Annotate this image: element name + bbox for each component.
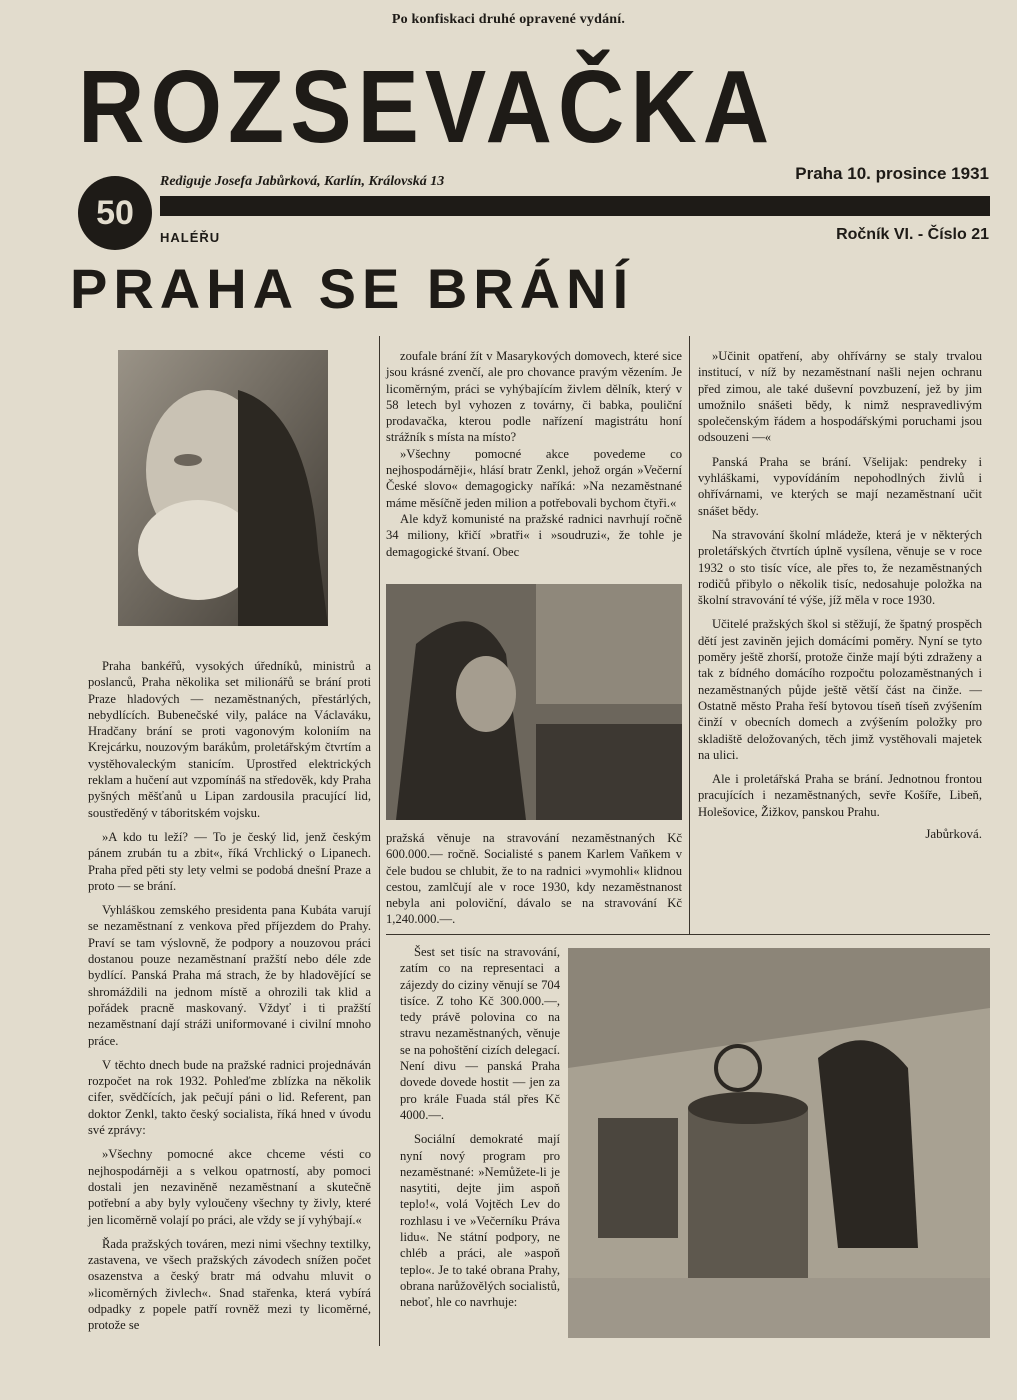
headline: PRAHA SE BRÁNÍ	[70, 257, 635, 320]
masthead-rule	[160, 196, 990, 216]
paragraph: pražská věnuje na stravování nezaměstnaných Kč 600.000.— ročně. Socialisté s panem Karlem Vaňkem v čele budou se chlubit, že to na radnici »vymohli« klidnou cestou, zamlčují ale v roce 1930, kdy nezaměstnanost nebyla ani poloviční, dávalo se na stravování Kč 1,240.000.—.	[386, 831, 682, 927]
paragraph: Řada pražských továren, mezi nimi všechny textilky, zastavena, ve všech pražských závodech snížen počet osazenstva a český bratr má odvahu mluvit o »licoměrných živlech«. Snad stařenka, která vybírá odpadky z popele patří rovněž mezi ty licoměrné, protože se	[88, 1236, 371, 1333]
column-3	[698, 348, 982, 842]
masthead-title: ROZSEVAČKA	[78, 50, 776, 165]
paragraph: Vyhláškou zemského presidenta pana Kubáta varují se nezaměstnaní z venkova před příjezdem do Prahy. Praví se tam výslovně, že podpory a nouzovou práci dostanou pouze nezaměstnaní pražští nebo déle zde bydlící. Panská Praha má strach, že by hladovějící se shromáždili na jednom místě a ohrozili tak klid a pořádek pracně maskovaný. Vždyť i ti pražští nezaměstnaní dají stráži uniformované i civilní mnoho práce.	[88, 903, 371, 1048]
paragraph: »Všechny pomocné akce povedeme co nejhospodárněji«, hlásí bratr Zenkl, jehož orgán »Večerní České slovo« demagogicky naříká: »Na nezaměstnané máme měsíčně jeden milion a potřebovali bychom čtyři.«	[386, 446, 682, 510]
price-badge: 50	[78, 176, 152, 250]
price-unit: HALÉŘU	[160, 230, 221, 245]
issue-number: Ročník VI. - Číslo 21	[836, 226, 989, 243]
editor-line: Rediguje Josefa Jabůrková, Karlín, Královská 13	[160, 174, 445, 189]
old-woman-photo-image	[386, 584, 682, 820]
column-2-bottom	[400, 944, 560, 1311]
column-divider	[689, 336, 690, 934]
column-2-top	[386, 348, 682, 560]
garbage-bins-photo	[568, 948, 990, 1338]
paragraph: zoufale brání žít v Masarykových domovech, které sice jsou krásné zvenčí, ale pro chovance pravým vězením. Je licoměrným, práci se vyhýbajícím živlem dělník, který v 58 letech byl vyhozen z továrny, či babka, pouliční prodavačka, kterou podle nařízení magistrátu honí strážník s místa na místo?	[386, 349, 682, 445]
paragraph: Ale i proletářská Praha se brání. Jednotnou frontou pracujících i nezaměstnaných, sevře Košíře, Libeň, Holešovice, Žižkov, panskou Prahu.	[698, 772, 982, 819]
column-2-mid	[386, 830, 682, 928]
signature: Jabůrková.	[925, 826, 982, 842]
paragraph: Praha bankéřů, vysokých úředníků, ministrů a poslanců, Praha několika set milionářů se brání proti Praze hladových — nezaměstnaných, přestárlých, nebydlících. Bubenečské vily, paláce na Václaváku, Hradčany brání se proti vagonovým koloniím na Krejcárku, nouzovým barákům, proletářským čtvrtím a vystěhovaleckým stanicím. Uprostřed elektrických reklam a hučení aut vzpomínáš na středověk, kdy Praha pyšných měšťanů u Lipan zardousila pracující lid, soustředěný v táboritském vojsku.	[88, 659, 371, 820]
column-divider	[379, 336, 380, 1346]
issue-date: Praha 10. prosince 1931	[795, 164, 989, 183]
old-woman-photo	[386, 584, 682, 820]
paragraph: Učitelé pražských škol si stěžují, že špatný prospěch dětí jest zaviněn jejich domácími poměry. Nyní se tyto poměry ještě zhorší, protože činže mají býti zdraženy a tak z bídného domácího rozpočtu polozaměstnaných i nezaměstnaných půjde ještě větší část na činže. — Ostatně město Praha řeší bytovou tíseň tíseň zvýšením činží v obecních domech a zvýšením položky pro skladiště deložovaných, těch jimž vystěhovali majetek na ulici.	[698, 617, 982, 762]
paragraph: »Všechny pomocné akce chceme vésti co nejhospodárněji a s velkou opatrností, aby pomoci dostali jen nezaviněně nezaměstnaní a skutečně potřební a aby byly vyloučeny všechny ty živly, které jen licoměrně volají po práci, ale vždy se jí vyhýbají.«	[88, 1147, 371, 1227]
paragraph: V těchto dnech bude na pražské radnici projednáván rozpočet na rok 1932. Pohleďme zblízka na několik cifer, svědčících, jak pečují páni o lid. Referent, pan doktor Zenkl, takto český socialista, říká hned v úvodu své zprávy:	[88, 1057, 371, 1138]
paragraph: Sociální demokraté mají nyní nový program pro nezaměstnané: »Nemůžete-li je nasytiti, dejte jim aspoň teplo!«, volá Vojtěch Lev do rozhlasu i ve »Večerníku Práva lidu«. Ne státní podpory, ne chléb a práci, ale »aspoň teplo«. Je to také obrana Prahy, obrana narůžovělých socialistů, neboť, hle co navrhuje:	[400, 1132, 560, 1310]
edition-note: Po konfiskaci druhé opravené vydání.	[391, 12, 626, 27]
garbage-bins-photo-image	[568, 948, 990, 1338]
paragraph: Na stravování školní mládeže, která je v některých proletářských čtvrtích úplně vysílena, věnuje se v roce 1932 o sto tisíc více, ale přes to, že nezaměstnaných rodičů přibylo o několik tisíc, nedosahuje položka na školní stravování té výše, jíž měla v roce 1930.	[698, 527, 982, 608]
paragraph: »Učinit opatření, aby ohřívárny se staly trvalou institucí, v níž by nezaměstnaní našli nejen ochranu před zimou, ale také duševní povzbuzení, jež by jim umožnilo snášeti bědy, k nimž nespravedlivým společenským řádem a hospodářskými poruchami jsou odsouzeni —«	[698, 349, 982, 445]
portrait-photo	[118, 350, 328, 626]
paragraph: »A kdo tu leží? — To je český lid, jenž českým pánem zrubán tu a zbit«, říká Vrchlický o Lipanech. Praha před pěti sty lety velmi se podobá dnešní Praze a proto — se brání.	[88, 829, 371, 893]
portrait-photo-image	[118, 350, 328, 626]
column-1	[88, 658, 371, 1334]
paragraph: Šest set tisíc na stravování, zatím co na representaci a zájezdy do ciziny věnují se 704 tisíce. Z toho Kč 300.000.—, tedy právě polovina co na stravu nezaměstnaných, věnuje se na pohoštění cizích delegací. Není divu — panská Praha dovede dovede hostit — jen za pro krále Fuada stál přes Kč 4000.—.	[400, 945, 560, 1122]
paragraph: Ale když komunisté na pražské radnici navrhují ročně 34 miliony, křičí »bratři« i »soudruzi«, že tohle je demagogické štvaní. Obec	[386, 511, 682, 559]
paragraph: Panská Praha se brání. Všelijak: pendreky i vyhláškami, vypovídáním nepohodlných živlů i ohřívárnami, ve kterých se mají nezaměstnaní učit snášet bědy.	[698, 454, 982, 518]
section-rule	[386, 934, 990, 935]
